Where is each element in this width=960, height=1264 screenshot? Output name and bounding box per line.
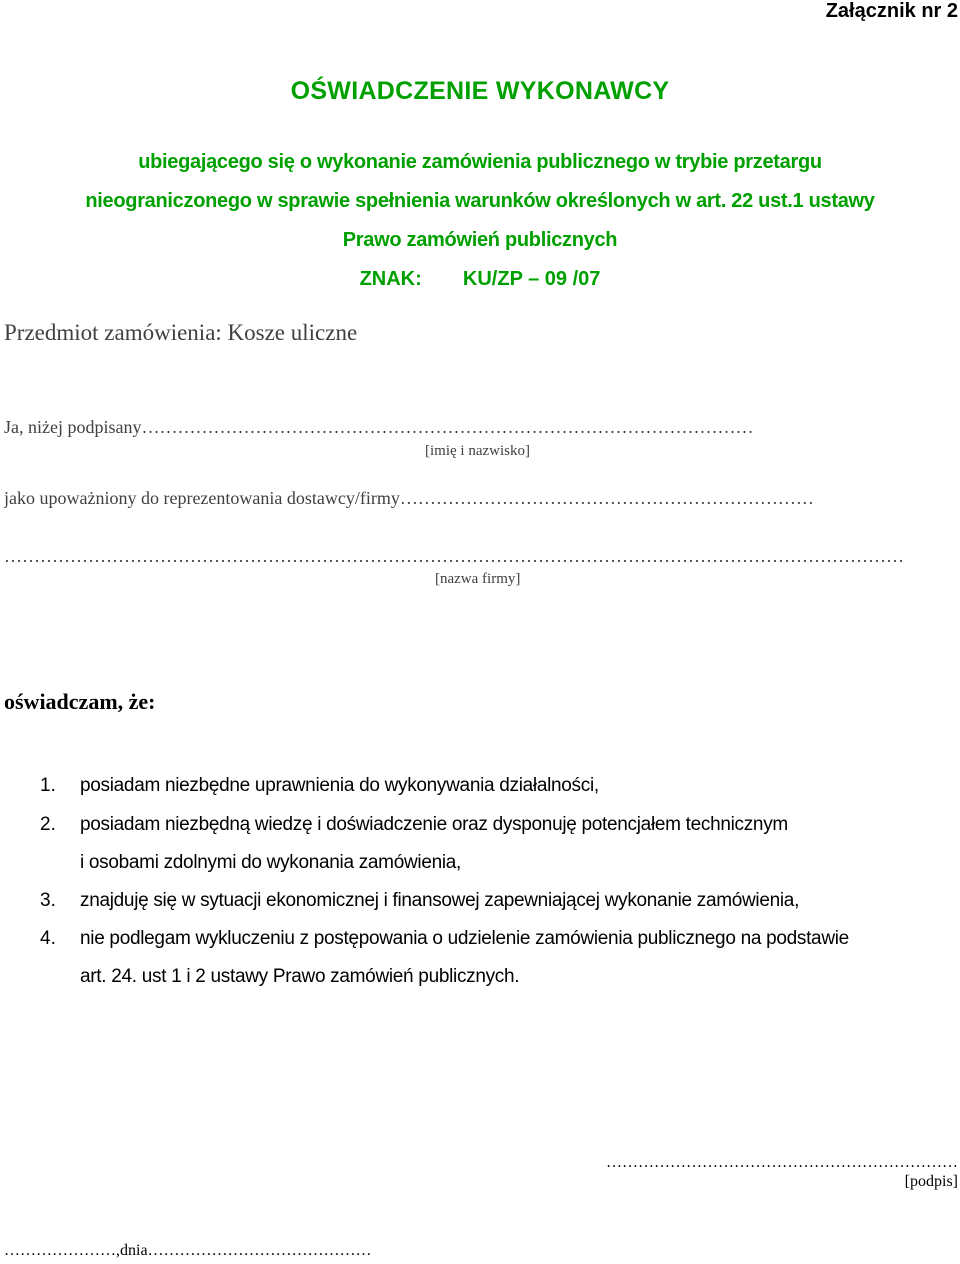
procurement-subject: Przedmiot zamówienia: Kosze uliczne [4, 320, 358, 345]
declaration-item-text: posiadam niezbędną wiedzę i doświadczenie oraz dysponuję potencjałem technicznym [80, 814, 788, 835]
signer-name-hint: [imię i nazwisko] [425, 443, 530, 459]
declaration-item-number: 4. [40, 928, 56, 949]
declaration-item-text: nie podlegam wykluczeniu z postępowania o udzielenie zamówienia publicznego na podstawie [80, 928, 849, 949]
company-name-hint: [nazwa firmy] [435, 571, 521, 587]
declaration-item-number: 3. [40, 890, 56, 911]
declaration-item-text: posiadam niezbędne uprawnienia do wykonywania działalności, [80, 775, 599, 796]
case-reference-value: KU/ZP – 09 /07 [462, 268, 601, 290]
company-line-2: …………………………………………………………………………………………………………………………………… [4, 546, 904, 566]
declaration-item-number: 2. [40, 814, 56, 835]
declaration-intro: oświadczam, że: [4, 689, 156, 714]
signature-label: [podpis] [904, 1173, 958, 1190]
case-reference-label: ZNAK: [359, 268, 422, 290]
attachment-label: Załącznik nr 2 [825, 0, 958, 22]
title-line-3: Prawo zamówień publicznych [342, 229, 618, 251]
place-date-line: …………………,dnia…………………………………… [4, 1242, 372, 1259]
signer-name-line: Ja, niżej podpisany………………………………………………………………………………………… [4, 417, 754, 437]
declaration-item-number: 1. [40, 775, 56, 796]
title-line-2: nieograniczonego w sprawie spełnienia warunków określonych w art. 22 ust.1 ustawy [85, 190, 875, 212]
declaration-item-text-continued: i osobami zdolnymi do wykonania zamówienia, [80, 852, 462, 873]
document-title: OŚWIADCZENIE WYKONAWCY [290, 77, 670, 105]
title-line-1: ubiegającego się o wykonanie zamówienia publicznego w trybie przetargu [138, 151, 822, 173]
declaration-item-text-continued: art. 24. ust 1 i 2 ustawy Prawo zamówień publicznych. [80, 966, 520, 987]
case-reference [0, 268, 960, 291]
declaration-item-text: znajduję się w sytuacji ekonomicznej i finansowej zapewniającej wykonanie zamówienia, [80, 890, 800, 911]
company-line-1: jako upoważniony do reprezentowania dostawcy/firmy…………………………………………………………… [4, 488, 814, 508]
signature-line: ………………………………………………………… [606, 1154, 958, 1171]
